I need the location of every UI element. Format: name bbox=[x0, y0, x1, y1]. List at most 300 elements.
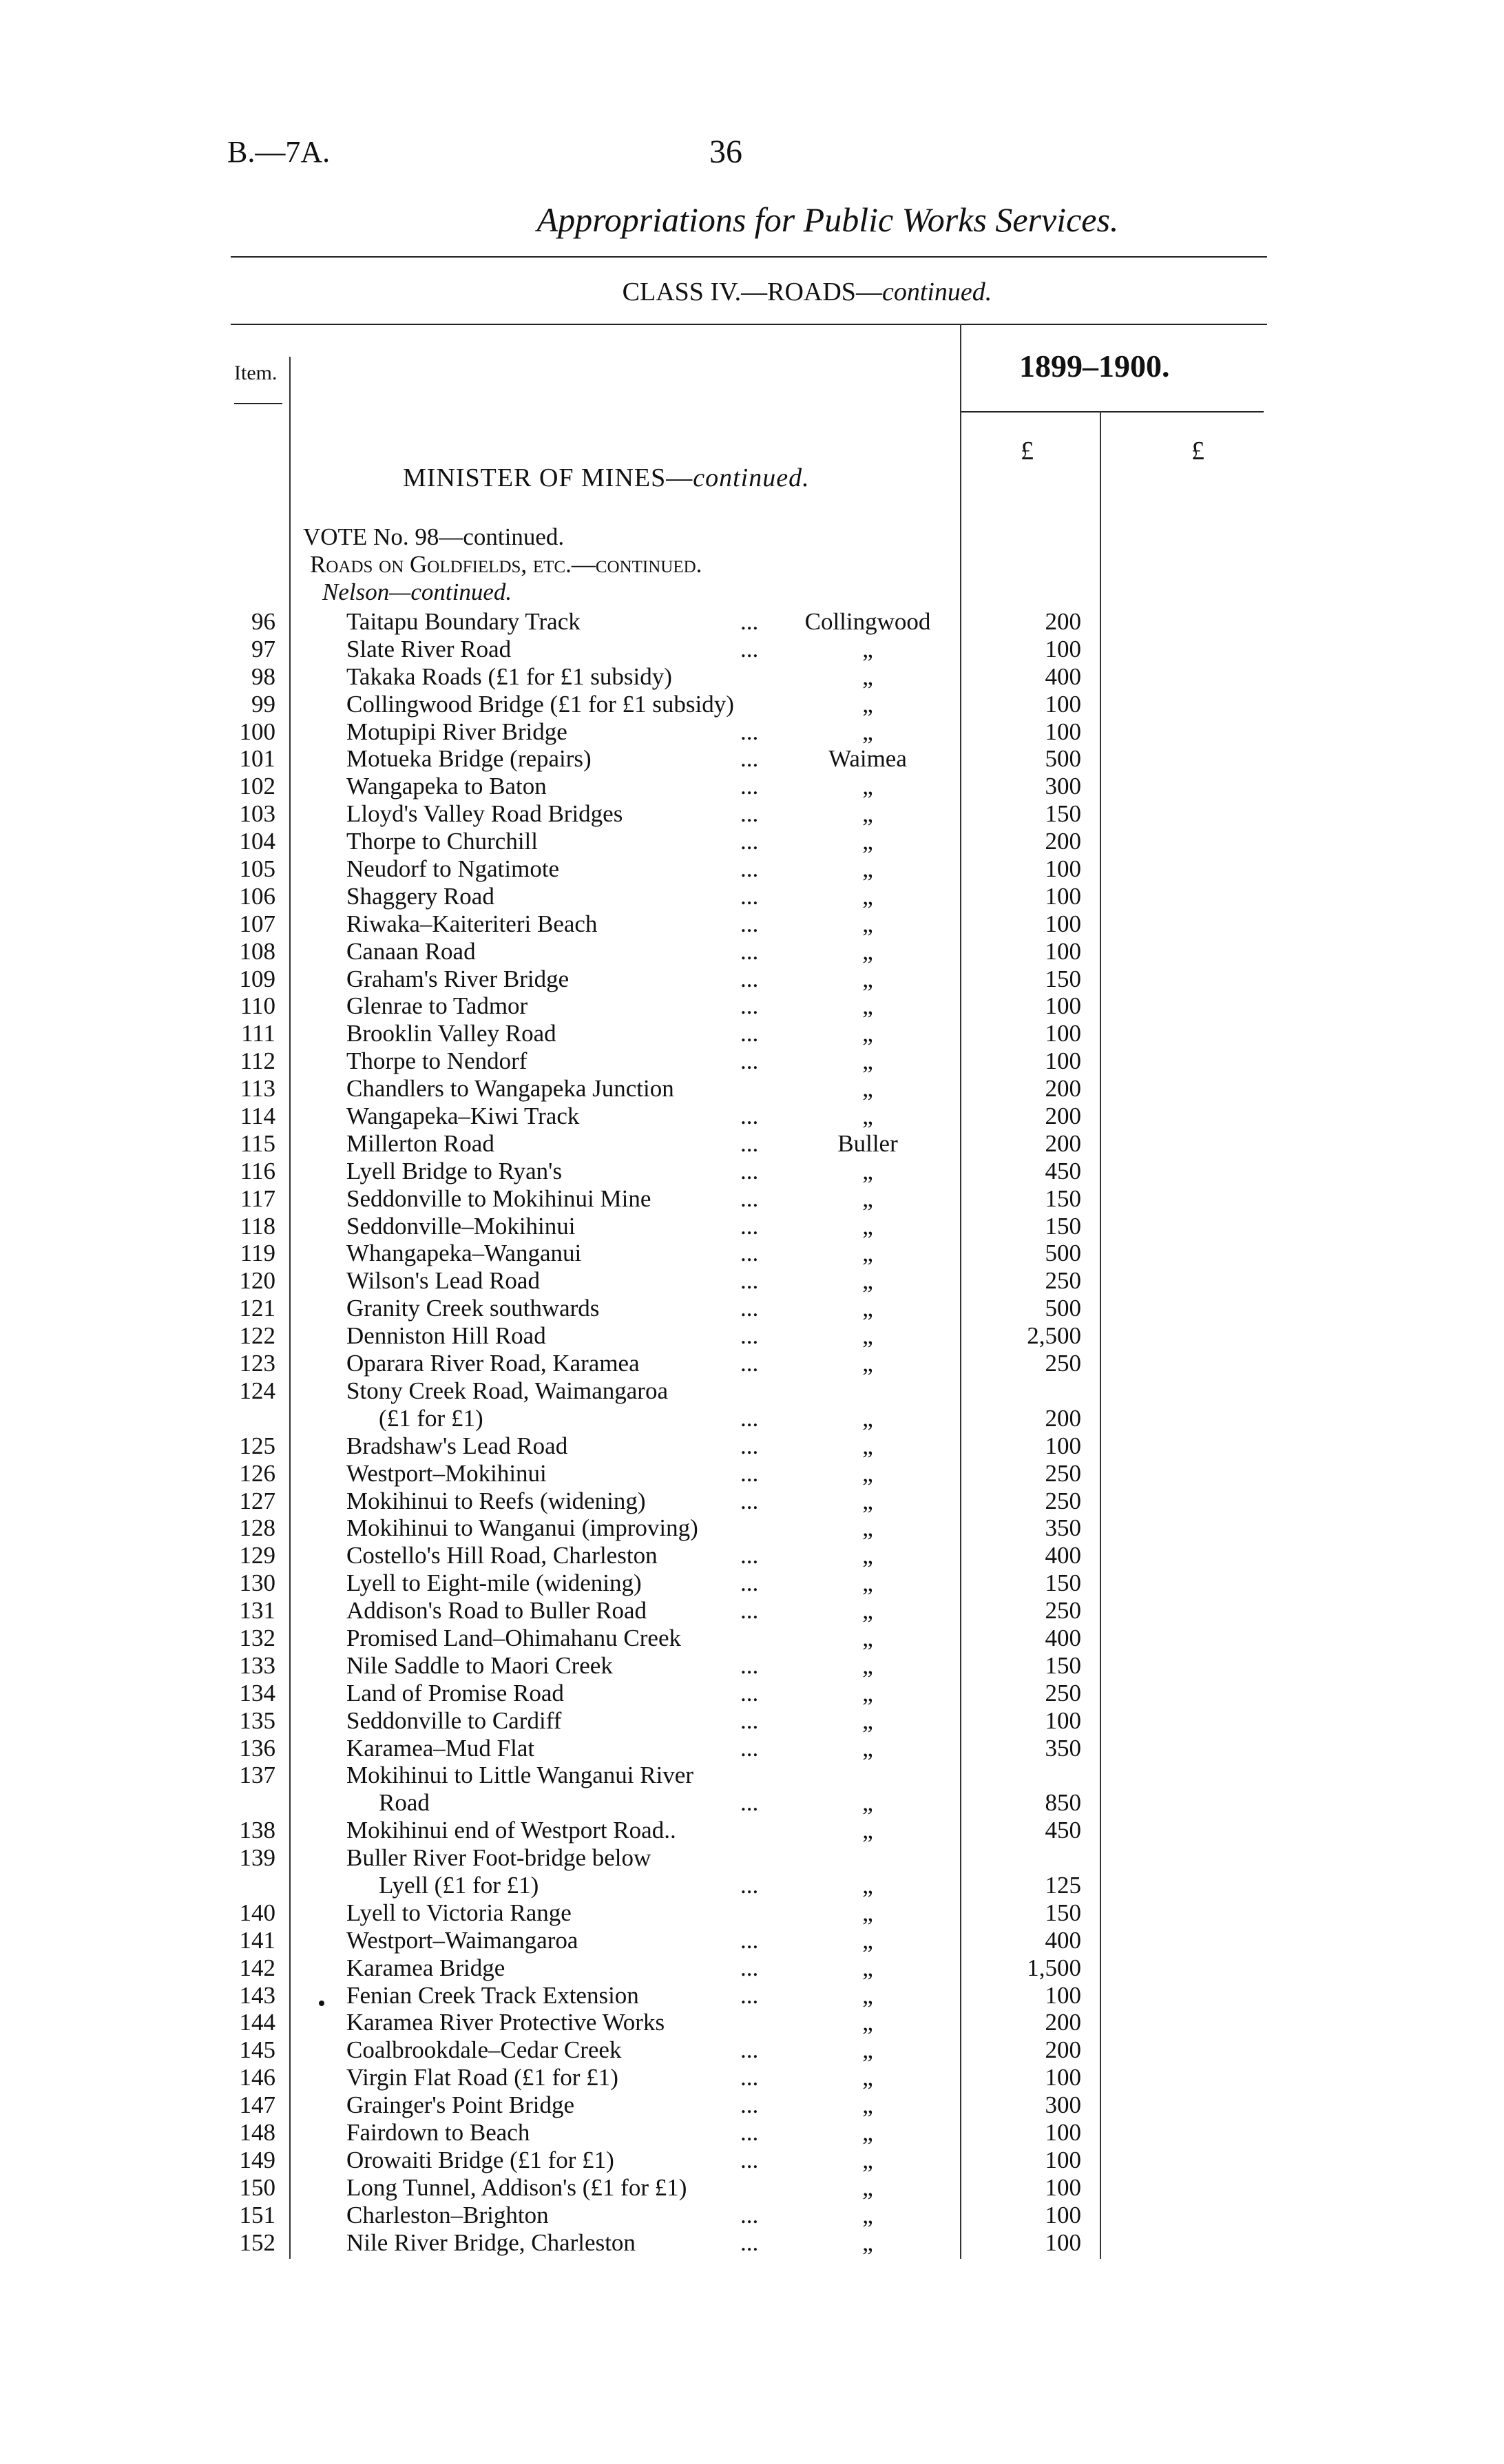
amount-value: 200 bbox=[1045, 608, 1081, 635]
roads-heading: Roads on Goldfields, etc.—continued. bbox=[310, 551, 702, 578]
road-description: Wangapeka–Kiwi Track bbox=[346, 1103, 580, 1130]
leader-dots: ... bbox=[740, 1706, 759, 1734]
road-description: Denniston Hill Road bbox=[346, 1322, 546, 1350]
amount-value: 200 bbox=[1045, 828, 1081, 855]
leader-dots: ... bbox=[740, 2118, 759, 2146]
leader-dots: ... bbox=[740, 2091, 759, 2119]
amount-value: 100 bbox=[1045, 1047, 1081, 1075]
district-name: „ bbox=[862, 1981, 873, 2009]
road-description: Nile River Bridge, Charleston bbox=[346, 2228, 636, 2256]
road-description: Westport–Mokihinui bbox=[346, 1459, 547, 1487]
amount-value: 100 bbox=[1045, 1981, 1081, 2009]
road-description: Shaggery Road bbox=[346, 882, 494, 910]
district-name: „ bbox=[862, 1899, 873, 1926]
item-number: 106 bbox=[239, 882, 275, 910]
road-description: Graham's River Bridge bbox=[346, 965, 570, 992]
leader-dots: ... bbox=[740, 1047, 759, 1075]
item-number: 136 bbox=[239, 1734, 275, 1762]
district-name: „ bbox=[862, 1267, 873, 1295]
district-name: „ bbox=[862, 1817, 873, 1844]
item-number: 125 bbox=[239, 1432, 275, 1459]
item-number: 144 bbox=[239, 2009, 275, 2036]
district-name: „ bbox=[862, 937, 873, 965]
item-number: 128 bbox=[239, 1514, 275, 1542]
leader-dots: ... bbox=[740, 1734, 759, 1762]
item-number: 97 bbox=[251, 635, 275, 662]
amount-value: 450 bbox=[1045, 1157, 1081, 1184]
amount-value: 100 bbox=[1045, 910, 1081, 937]
amount-value: 100 bbox=[1045, 1706, 1081, 1734]
amount-value: 250 bbox=[1045, 1267, 1081, 1295]
item-number: 116 bbox=[240, 1157, 275, 1184]
amount-value: 400 bbox=[1045, 1542, 1081, 1569]
leader-dots: ... bbox=[740, 1295, 759, 1322]
amount-value: 150 bbox=[1045, 1212, 1081, 1240]
pound-column-header-2: £ bbox=[1191, 437, 1204, 466]
item-number: 141 bbox=[239, 1926, 275, 1954]
leader-dots: ... bbox=[740, 1267, 759, 1295]
leader-dots: ... bbox=[740, 1651, 759, 1679]
district-name: Waimea bbox=[828, 745, 907, 773]
amount-value: 300 bbox=[1045, 2091, 1081, 2119]
road-description: Collingwood Bridge (£1 for £1 subsidy) bbox=[346, 690, 734, 718]
district-name: „ bbox=[862, 1184, 873, 1212]
district-name: „ bbox=[862, 828, 873, 855]
leader-dots: ... bbox=[740, 1487, 759, 1514]
amount-value: 250 bbox=[1045, 1487, 1081, 1514]
leader-dots: ... bbox=[740, 882, 759, 910]
district-name: „ bbox=[862, 2173, 873, 2201]
road-description: Karamea River Protective Works bbox=[346, 2009, 665, 2036]
road-description: Coalbrookdale–Cedar Creek bbox=[346, 2036, 622, 2064]
district-name: „ bbox=[862, 1954, 873, 1981]
amount-value: 400 bbox=[1045, 1926, 1081, 1954]
item-number: 130 bbox=[239, 1569, 275, 1597]
district-name: „ bbox=[862, 1350, 873, 1377]
item-number: 100 bbox=[239, 718, 275, 745]
pound-column-header-1: £ bbox=[1021, 437, 1034, 466]
district-name: „ bbox=[862, 1542, 873, 1569]
leader-dots: ... bbox=[740, 2146, 759, 2173]
road-description: Granity Creek southwards bbox=[346, 1295, 600, 1322]
leader-dots: ... bbox=[740, 992, 759, 1020]
road-description: Wangapeka to Baton bbox=[346, 773, 547, 800]
road-description: Virgin Flat Road (£1 for £1) bbox=[346, 2064, 618, 2091]
road-description: Road bbox=[379, 1789, 430, 1817]
amount-value: 250 bbox=[1045, 1459, 1081, 1487]
item-number: 127 bbox=[239, 1487, 275, 1514]
item-number: 103 bbox=[239, 800, 275, 828]
district-name: „ bbox=[862, 1597, 873, 1625]
district-name: „ bbox=[862, 773, 873, 800]
leader-dots: ... bbox=[740, 1432, 759, 1459]
road-description: Buller River Foot-bridge below bbox=[346, 1844, 651, 1872]
road-description: Chandlers to Wangapeka Junction bbox=[346, 1075, 674, 1103]
item-number: 124 bbox=[239, 1377, 275, 1404]
road-description: Mokihinui to Reefs (widening) bbox=[346, 1487, 646, 1514]
leader-dots: ... bbox=[740, 1679, 759, 1706]
amount-value: 200 bbox=[1045, 2036, 1081, 2064]
item-number: 148 bbox=[239, 2118, 275, 2146]
district-name: „ bbox=[862, 1871, 873, 1899]
page-title: Appropriations for Public Works Services. bbox=[536, 200, 1119, 239]
road-description: Whangapeka–Wanganui bbox=[346, 1240, 582, 1267]
road-description: Long Tunnel, Addison's (£1 for £1) bbox=[346, 2173, 687, 2201]
road-description: Canaan Road bbox=[346, 937, 476, 965]
amount-value: 150 bbox=[1045, 1184, 1081, 1212]
road-description: Lloyd's Valley Road Bridges bbox=[346, 800, 623, 828]
road-description: Karamea Bridge bbox=[346, 1954, 505, 1981]
district-name: „ bbox=[862, 2091, 873, 2119]
amount-value: 400 bbox=[1045, 662, 1081, 690]
class-rule bbox=[231, 324, 1267, 325]
district-name: „ bbox=[862, 1020, 873, 1047]
road-description: Costello's Hill Road, Charleston bbox=[346, 1542, 658, 1569]
district-name: „ bbox=[862, 1706, 873, 1734]
district-name: „ bbox=[862, 1295, 873, 1322]
road-description: Slate River Road bbox=[346, 635, 512, 662]
leader-dots: ... bbox=[740, 1597, 759, 1625]
district-name: „ bbox=[862, 1432, 873, 1459]
road-description: Seddonville–Mokihinui bbox=[346, 1212, 576, 1240]
item-number: 114 bbox=[240, 1103, 275, 1130]
item-number: 150 bbox=[239, 2173, 275, 2201]
district-name: „ bbox=[862, 1404, 873, 1432]
amount-value: 150 bbox=[1045, 1651, 1081, 1679]
item-number: 131 bbox=[239, 1597, 275, 1625]
amount-column-rule-right bbox=[1100, 411, 1101, 2259]
district-name: „ bbox=[862, 882, 873, 910]
road-description: Neudorf to Ngatimote bbox=[346, 855, 560, 883]
class-heading-suffix: continued. bbox=[881, 278, 992, 306]
leader-dots: ... bbox=[740, 1350, 759, 1377]
road-description: Addison's Road to Buller Road bbox=[346, 1597, 647, 1625]
road-description: Lyell to Victoria Range bbox=[346, 1899, 572, 1926]
district-name: „ bbox=[862, 1679, 873, 1706]
item-number: 133 bbox=[239, 1651, 275, 1679]
item-number: 117 bbox=[240, 1184, 275, 1212]
year-column-header: 1899–1900. bbox=[1019, 348, 1170, 384]
title-rule bbox=[231, 256, 1267, 258]
road-description: Westport–Waimangaroa bbox=[346, 1926, 578, 1954]
amount-value: 250 bbox=[1045, 1350, 1081, 1377]
amount-value: 150 bbox=[1045, 1569, 1081, 1597]
leader-dots: ... bbox=[740, 1981, 759, 2009]
amount-value: 300 bbox=[1045, 773, 1081, 800]
district-name: „ bbox=[862, 2118, 873, 2146]
amount-value: 100 bbox=[1045, 2064, 1081, 2091]
amount-value: 250 bbox=[1045, 1679, 1081, 1706]
road-description: Lyell to Eight-mile (widening) bbox=[346, 1569, 642, 1597]
item-number: 104 bbox=[239, 828, 275, 855]
district-name: „ bbox=[862, 2228, 873, 2256]
district-name: „ bbox=[862, 1047, 873, 1075]
item-number: 108 bbox=[239, 937, 275, 965]
leader-dots: ... bbox=[740, 1569, 759, 1597]
road-description: Motupipi River Bridge bbox=[346, 718, 567, 745]
leader-dots: ... bbox=[740, 2228, 759, 2256]
amount-value: 150 bbox=[1045, 1899, 1081, 1926]
road-description: Millerton Road bbox=[346, 1129, 494, 1157]
district-name: „ bbox=[862, 910, 873, 937]
item-number: 112 bbox=[240, 1047, 275, 1075]
item-number: 126 bbox=[239, 1459, 275, 1487]
item-number: 152 bbox=[239, 2228, 275, 2256]
amount-value: 150 bbox=[1045, 965, 1081, 992]
district-name: „ bbox=[862, 855, 873, 883]
item-number: 142 bbox=[239, 1954, 275, 1981]
amount-value: 450 bbox=[1045, 1817, 1081, 1844]
item-column-header: Item. bbox=[234, 362, 278, 384]
leader-dots: ... bbox=[740, 1871, 759, 1899]
district-name: „ bbox=[862, 965, 873, 992]
road-description: Promised Land–Ohimahanu Creek bbox=[346, 1624, 682, 1651]
minister-heading bbox=[403, 463, 810, 493]
amount-value: 200 bbox=[1045, 1103, 1081, 1130]
road-description: Riwaka–Kaiteriteri Beach bbox=[346, 910, 598, 937]
leader-dots: ... bbox=[740, 1184, 759, 1212]
district-name: „ bbox=[862, 718, 873, 745]
leader-dots: ... bbox=[740, 1240, 759, 1267]
item-number: 138 bbox=[239, 1817, 275, 1844]
road-description: Seddonville to Mokihinui Mine bbox=[346, 1184, 651, 1212]
amount-value: 100 bbox=[1045, 1020, 1081, 1047]
item-number: 115 bbox=[240, 1129, 275, 1157]
district-heading: Nelson—continued. bbox=[322, 578, 512, 605]
road-description: Motueka Bridge (repairs) bbox=[346, 745, 592, 773]
district-name: „ bbox=[862, 1651, 873, 1679]
leader-dots: ... bbox=[740, 1129, 759, 1157]
amount-value: 2,500 bbox=[1027, 1322, 1081, 1350]
district-name: „ bbox=[862, 2201, 873, 2228]
district-name: „ bbox=[862, 635, 873, 662]
leader-dots: ... bbox=[740, 1212, 759, 1240]
amount-value: 200 bbox=[1045, 1129, 1081, 1157]
item-number: 113 bbox=[240, 1075, 275, 1103]
amount-value: 850 bbox=[1045, 1789, 1081, 1817]
road-description: Mokihinui to Little Wanganui River bbox=[346, 1762, 693, 1789]
road-description: Takaka Roads (£1 for £1 subsidy) bbox=[346, 662, 672, 690]
road-description: Karamea–Mud Flat bbox=[346, 1734, 535, 1762]
road-description: (£1 for £1) bbox=[379, 1404, 483, 1432]
district-name: „ bbox=[862, 2146, 873, 2173]
amount-value: 100 bbox=[1045, 2228, 1081, 2256]
item-number: 109 bbox=[239, 965, 275, 992]
item-number: 145 bbox=[239, 2036, 275, 2064]
leader-dots: ... bbox=[740, 1322, 759, 1350]
road-description: Bradshaw's Lead Road bbox=[346, 1432, 568, 1459]
road-description: Wilson's Lead Road bbox=[346, 1267, 540, 1295]
leader-dots: ... bbox=[740, 800, 759, 828]
item-number: 139 bbox=[239, 1844, 275, 1872]
vote-heading: VOTE No. 98—continued. bbox=[303, 523, 565, 550]
amount-value: 100 bbox=[1045, 2118, 1081, 2146]
item-number: 149 bbox=[239, 2146, 275, 2173]
item-number: 120 bbox=[239, 1267, 275, 1295]
district-name: Collingwood bbox=[804, 608, 931, 635]
item-number: 121 bbox=[239, 1295, 275, 1322]
leader-dots: ... bbox=[740, 718, 759, 745]
item-number: 147 bbox=[239, 2091, 275, 2119]
item-number: 119 bbox=[240, 1240, 275, 1267]
road-description: Land of Promise Road bbox=[346, 1679, 564, 1706]
road-description: Glenrae to Tadmor bbox=[346, 992, 528, 1020]
item-number: 98 bbox=[251, 662, 275, 690]
road-description: Mokihinui end of Westport Road.. bbox=[346, 1817, 676, 1844]
amount-value: 100 bbox=[1045, 937, 1081, 965]
item-number: 134 bbox=[239, 1679, 275, 1706]
paper-reference: B.—7A. bbox=[227, 135, 331, 169]
amount-value: 350 bbox=[1045, 1514, 1081, 1542]
amount-value: 100 bbox=[1045, 2173, 1081, 2201]
item-number: 118 bbox=[240, 1212, 275, 1240]
road-description: Oparara River Road, Karamea bbox=[346, 1350, 640, 1377]
amount-value: 200 bbox=[1045, 1404, 1081, 1432]
item-number: 110 bbox=[240, 992, 275, 1020]
road-description: Charleston–Brighton bbox=[346, 2201, 549, 2228]
leader-dots: ... bbox=[740, 635, 759, 662]
road-description: Grainger's Point Bridge bbox=[346, 2091, 574, 2119]
district-name: „ bbox=[862, 1103, 873, 1130]
item-number: 135 bbox=[239, 1706, 275, 1734]
item-number: 137 bbox=[239, 1762, 275, 1789]
road-description: Taitapu Boundary Track bbox=[346, 608, 581, 635]
road-description: Mokihinui to Wanganui (improving) bbox=[346, 1514, 698, 1542]
item-number: 102 bbox=[239, 773, 275, 800]
leader-dots: ... bbox=[740, 1542, 759, 1569]
item-number: 105 bbox=[239, 855, 275, 883]
item-number: 122 bbox=[239, 1322, 275, 1350]
leader-dots: ... bbox=[740, 2036, 759, 2064]
amount-value: 350 bbox=[1045, 1734, 1081, 1762]
district-name: „ bbox=[862, 1487, 873, 1514]
amount-value: 500 bbox=[1045, 745, 1081, 773]
district-name: „ bbox=[862, 992, 873, 1020]
amount-value: 150 bbox=[1045, 800, 1081, 828]
district-name: „ bbox=[862, 1075, 873, 1103]
leader-dots: ... bbox=[740, 910, 759, 937]
leader-dots: ... bbox=[740, 773, 759, 800]
leader-dots: ... bbox=[740, 1404, 759, 1432]
item-number: 101 bbox=[239, 745, 275, 773]
road-description: Lyell Bridge to Ryan's bbox=[346, 1157, 563, 1184]
amount-value: 100 bbox=[1045, 992, 1081, 1020]
district-name: Buller bbox=[837, 1129, 898, 1157]
item-number: 143 bbox=[239, 1981, 275, 2009]
road-description: Fenian Creek Track Extension bbox=[346, 1981, 639, 2009]
district-name: „ bbox=[862, 1157, 873, 1184]
amount-value: 250 bbox=[1045, 1597, 1081, 1625]
amount-value: 200 bbox=[1045, 1075, 1081, 1103]
district-name: „ bbox=[862, 1734, 873, 1762]
amount-value: 100 bbox=[1045, 718, 1081, 745]
district-name: „ bbox=[862, 1789, 873, 1817]
leader-dots: ... bbox=[740, 1157, 759, 1184]
leader-dots: ... bbox=[740, 2201, 759, 2228]
leader-dots: ... bbox=[740, 1103, 759, 1130]
amount-column-rule-left bbox=[960, 324, 961, 2259]
leader-dots: ... bbox=[740, 1789, 759, 1817]
road-description: Brooklin Valley Road bbox=[346, 1020, 556, 1047]
district-name: „ bbox=[862, 662, 873, 690]
district-name: „ bbox=[862, 1926, 873, 1954]
amount-value: 400 bbox=[1045, 1624, 1081, 1651]
amount-value: 100 bbox=[1045, 882, 1081, 910]
leader-dots: ... bbox=[740, 608, 759, 635]
road-description: Thorpe to Nendorf bbox=[346, 1047, 528, 1075]
amount-value: 500 bbox=[1045, 1240, 1081, 1267]
amount-value: 100 bbox=[1045, 2146, 1081, 2173]
district-name: „ bbox=[862, 1624, 873, 1651]
item-number: 129 bbox=[239, 1542, 275, 1569]
road-description: Thorpe to Churchill bbox=[346, 828, 539, 855]
minister-heading-main: MINISTER OF MINES— bbox=[403, 463, 693, 492]
amount-value: 200 bbox=[1045, 2009, 1081, 2036]
item-number: 111 bbox=[241, 1020, 275, 1047]
leader-dots: ... bbox=[740, 1020, 759, 1047]
item-number: 151 bbox=[239, 2201, 275, 2228]
item-column-rule bbox=[289, 357, 291, 2259]
road-description: Stony Creek Road, Waimangaroa bbox=[346, 1377, 668, 1404]
district-name: „ bbox=[862, 800, 873, 828]
leader-dots: ... bbox=[740, 2064, 759, 2091]
district-name: „ bbox=[862, 1240, 873, 1267]
leader-dots: ... bbox=[740, 1459, 759, 1487]
item-header-rule bbox=[234, 403, 282, 404]
district-name: „ bbox=[862, 1322, 873, 1350]
class-heading bbox=[0, 277, 1504, 307]
amount-value: 100 bbox=[1045, 1432, 1081, 1459]
road-description: Nile Saddle to Maori Creek bbox=[346, 1651, 613, 1679]
district-name: „ bbox=[862, 1459, 873, 1487]
road-description: Fairdown to Beach bbox=[346, 2118, 530, 2146]
leader-dots: ... bbox=[740, 745, 759, 773]
item-number: 123 bbox=[239, 1350, 275, 1377]
district-name: „ bbox=[862, 2064, 873, 2091]
district-name: „ bbox=[862, 690, 873, 718]
leader-dots: ... bbox=[740, 1954, 759, 1981]
amount-value: 1,500 bbox=[1027, 1954, 1081, 1981]
minister-heading-suffix: continued. bbox=[693, 463, 810, 492]
class-heading-main: CLASS IV.—ROADS— bbox=[622, 278, 882, 306]
district-name: „ bbox=[862, 1569, 873, 1597]
bullet-mark bbox=[319, 2001, 324, 2006]
road-description: Seddonville to Cardiff bbox=[346, 1706, 562, 1734]
item-number: 140 bbox=[239, 1899, 275, 1926]
item-number: 132 bbox=[239, 1624, 275, 1651]
district-name: „ bbox=[862, 1212, 873, 1240]
district-name: „ bbox=[862, 1514, 873, 1542]
leader-dots: ... bbox=[740, 855, 759, 883]
item-number: 107 bbox=[239, 910, 275, 937]
amount-value: 100 bbox=[1045, 635, 1081, 662]
year-header-rule bbox=[961, 411, 1264, 413]
amount-value: 100 bbox=[1045, 2201, 1081, 2228]
leader-dots: ... bbox=[740, 1926, 759, 1954]
road-description: Orowaiti Bridge (£1 for £1) bbox=[346, 2146, 614, 2173]
item-number: 96 bbox=[251, 608, 275, 635]
amount-value: 100 bbox=[1045, 690, 1081, 718]
amount-value: 500 bbox=[1045, 1295, 1081, 1322]
district-name: „ bbox=[862, 2036, 873, 2064]
leader-dots: ... bbox=[740, 937, 759, 965]
amount-value: 100 bbox=[1045, 855, 1081, 883]
leader-dots: ... bbox=[740, 965, 759, 992]
item-number: 146 bbox=[239, 2064, 275, 2091]
page-number: 36 bbox=[709, 134, 742, 170]
road-description: Lyell (£1 for £1) bbox=[379, 1871, 539, 1899]
item-number: 99 bbox=[251, 690, 275, 718]
